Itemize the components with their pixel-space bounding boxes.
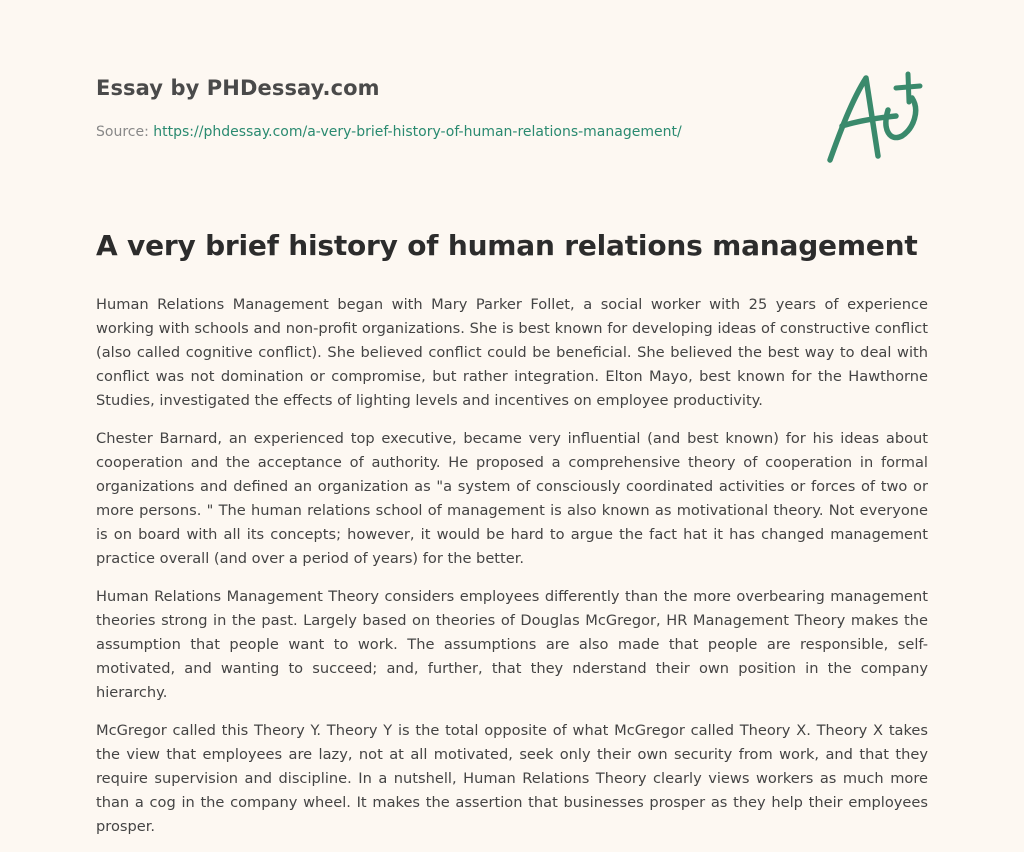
source-label: Source: bbox=[96, 124, 149, 140]
essay-paragraph-4: McGregor called this Theory Y. Theory Y is the total opposite of what McGregor called Theory X. Theory X takes the view that employees are lazy, not at all motivated, seek only their own security from work, and that they require supervision and discipline. In a nutshell, Human Relations Theory clearly views workers as much more than a cog in the company wheel. It makes the assertion that businesses prosper as they help their employees prosper. bbox=[96, 722, 928, 835]
essay-title: A very brief history of human relations management bbox=[96, 229, 918, 262]
essay-paragraph-2: Chester Barnard, an experienced top executive, became very influential (and best known) for his ideas about cooperation and the acceptance of authority. He proposed a comprehensive theory of cooperation in formal organizations and defined an organization as "a system of consciously coordinated activities or forces of two or more persons. " The human relations school of management is also known as motivational theory. Not everyone is on board with all its concepts; however, it would be hard to argue the fact hat it has changed management practice overall (and over a period of years) for the better. bbox=[96, 430, 928, 567]
essay-body bbox=[96, 293, 928, 839]
page-header bbox=[96, 0, 928, 200]
source-line bbox=[96, 124, 682, 140]
essay-paragraph-1: Human Relations Management began with Mary Parker Follet, a social worker with 25 years of experience working with schools and non-profit organizations. She is best known for developing ideas of constructive conflict (also called cognitive conflict). She believed conflict could be beneficial. She believed the best way to deal with conflict was not domination or compromise, but rather integration. Elton Mayo, best known for the Hawthorne Studies, investigated the effects of lighting levels and incentives on employee productivity. bbox=[96, 296, 928, 409]
essay-paragraph-3: Human Relations Management Theory considers employees differently than the more overbearing management theories strong in the past. Largely based on theories of Douglas McGregor, HR Management Theory makes the assumption that people want to work. The assumptions are also made that people are responsible, self-motivated, and wanting to succeed; and, further, that they nderstand their own position in the company hierarchy. bbox=[96, 588, 928, 701]
site-title: Essay by PHDessay.com bbox=[96, 76, 380, 100]
a-plus-grade-icon bbox=[826, 70, 926, 166]
source-link[interactable]: https://phdessay.com/a-very-brief-history-of-human-relations-management/ bbox=[153, 124, 682, 140]
